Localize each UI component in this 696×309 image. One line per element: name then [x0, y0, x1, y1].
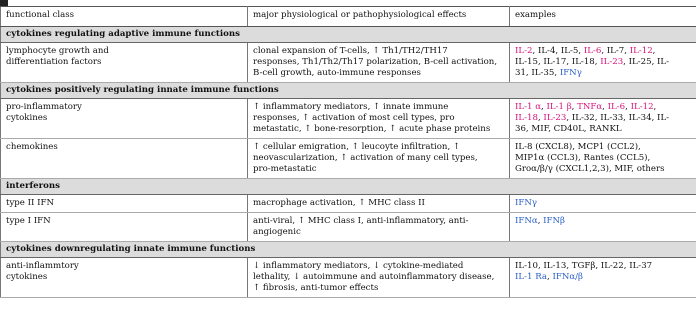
table-row [1, 43, 696, 83]
example-token: IL-2 [515, 46, 533, 56]
table-row [1, 99, 696, 139]
example-token: , [625, 102, 631, 112]
section-header-row [1, 27, 696, 43]
example-token: IL-6 [583, 46, 602, 56]
example-token: IL-1 α [515, 102, 542, 112]
header-row [1, 7, 696, 27]
examples-cell [510, 213, 696, 242]
example-token: IL-23 [543, 113, 567, 123]
examples-cell [510, 139, 696, 179]
functional-class-cell: anti-inflammtory cytokines [1, 258, 248, 298]
examples-cell [510, 43, 696, 83]
example-token: IL-18 [515, 113, 538, 123]
header-functional-class: functional class [1, 7, 248, 27]
example-token: IFNγ [559, 68, 582, 78]
example-token: , IL-25, IL- 31, IL-35, [515, 57, 670, 78]
table-row [1, 139, 696, 179]
example-token: IL-8 (CXCL8), MCP1 (CCL2), MIP1α (CCL3), Rantes (CCL5), Groα/β/γ (CXCL1,2,3), MIF, others [515, 142, 665, 174]
header-examples: examples [510, 7, 696, 27]
effects-cell: anti-viral, ↑ MHC class I, anti-inflammatory, anti- angiogenic [248, 213, 510, 242]
example-token: , [541, 102, 547, 112]
example-token: , [653, 102, 657, 112]
section-title: interferons [1, 179, 696, 195]
example-token: , IL-15, IL-17, IL-18, [515, 46, 656, 67]
example-token: IL-1 β [546, 102, 572, 112]
example-token: , [602, 102, 608, 112]
example-token: , [571, 102, 578, 112]
functional-class-cell: type I IFN [1, 213, 248, 242]
example-token: IL-12 [629, 46, 653, 56]
functional-class-cell: chemokines [1, 139, 248, 179]
section-title: cytokines downregulating innate immune functions [1, 242, 696, 258]
example-token: , [547, 272, 553, 282]
effects-cell: ↓ inflammatory mediators, ↓ cytokine-mediated lethality, ↓ autoimmune and autoinflammatory disease, ↑ fibrosis, anti-tumor effects [248, 258, 510, 298]
example-token: IL-10, IL-13, TGFβ, IL-22, IL-37 [515, 261, 653, 271]
example-token: , IL-4, IL-5, [532, 46, 584, 56]
section-title: cytokines positively regulating innate immune functions [1, 83, 696, 99]
section-title: cytokines regulating adaptive immune functions [1, 27, 696, 43]
effects-cell: macrophage activation, ↑ MHC class II [248, 195, 510, 213]
example-token: IL-12 [630, 102, 654, 112]
examples-cell [510, 258, 696, 298]
examples-cell [510, 195, 696, 213]
example-token: IFNγ [515, 198, 538, 208]
example-token: IFNα/β [552, 272, 584, 282]
table-row [1, 195, 696, 213]
example-token: IL-1 Ra [515, 272, 547, 282]
example-token: IL-23 [600, 57, 624, 67]
example-token: TNFα [577, 102, 603, 112]
cytokine-table [0, 6, 696, 298]
header-effects: major physiological or pathophysiological effects [248, 7, 510, 27]
effects-cell: ↑ cellular emigration, ↑ leucoyte infiltration, ↑ neovascularization, ↑ activation of many cell types, pro-metastatic [248, 139, 510, 179]
example-token: IFNα [515, 216, 538, 226]
examples-cell [510, 99, 696, 139]
functional-class-cell: type II IFN [1, 195, 248, 213]
example-token: , [537, 113, 544, 123]
effects-cell: clonal expansion of T-cells, ↑ Th1/TH2/TH17 responses, Th1/Th2/Th17 polarization, B-cell activation, B-cell growth, auto-immune responses [248, 43, 510, 83]
functional-class-cell: lymphocyte growth and differentiation factors [1, 43, 248, 83]
section-header-row [1, 83, 696, 99]
example-token: , IL-7, [601, 46, 630, 56]
example-token: IFNβ [543, 216, 566, 226]
example-token: IL-6 [607, 102, 626, 112]
effects-cell: ↑ inflammatory mediators, ↑ innate immune responses, ↑ activation of most cell types, pro metastatic, ↑ bone-resorption, ↑ acute phase proteins [248, 99, 510, 139]
table-row [1, 258, 696, 298]
section-header-row [1, 242, 696, 258]
functional-class-cell: pro-inflammatory cytokines [1, 99, 248, 139]
section-header-row [1, 179, 696, 195]
table-row [1, 213, 696, 242]
example-token: , [537, 216, 544, 226]
example-token: , IL-32, IL-33, IL-34, IL- 36, MIF, CD40L, RANKL [515, 113, 670, 134]
